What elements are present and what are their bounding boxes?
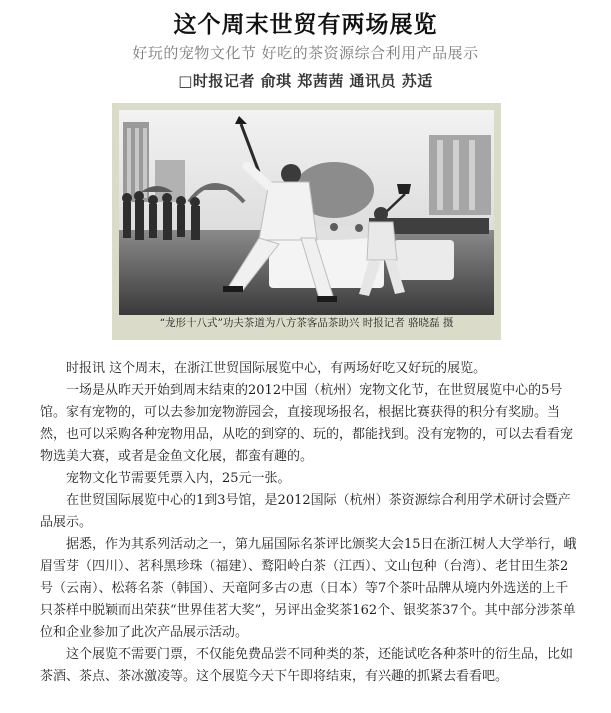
photo-frame	[112, 103, 501, 340]
paragraph-4: 在世贸国际展览中心的1到3号馆，是2012国际（杭州）茶资源综合利用学术研讨会暨产品展示。	[40, 493, 571, 530]
photo-tea-performance	[119, 110, 494, 315]
byline: □时报记者 俞琪 郑茜茜 通讯员 苏适	[178, 72, 433, 90]
page-title: 这个周末世贸有两场展览	[173, 11, 438, 38]
paragraph-1: 时报讯 这个周末，在浙江世贸国际展览中心，有两场好吃又好玩的展览。	[66, 361, 487, 376]
paragraph-5: 据悉，作为其系列活动之一，第九届国际名茶评比颁奖大会15日在浙江树人大学举行，峨眉雪芽（四川）、茗科黑珍珠（福建）、鹜阳岭白茶（江西）、文山包种（台湾）、老甘田生茶2号（云南）、松蒋名茶（韩国）、天竜阿多古の恵（日本）等7个茶叶品牌从境内外选送的上千只茶样中脱颖而出荣获“世界佳茗大奖”，另评出金奖茶162个、银奖茶37个。其中部分涉茶单位和企业参加了此次产品展示活动。	[40, 537, 577, 640]
paragraph-3: 宠物文化节需要凭票入内，25元一张。	[66, 471, 291, 486]
paragraph-6: 这个展览不需要门票，不仅能免费品尝不同种类的茶，还能试吃各种茶叶的衍生品，比如茶酒、茶点、茶冰激凌等。这个展览今天下午即将结束，有兴趣的抓紧去看看吧。	[40, 647, 574, 684]
paragraph-2: 一场是从昨天开始到周末结束的2012中国（杭州）宠物文化节，在世贸展览中心的5号馆。家有宠物的，可以去参加宠物游园会，直接现场报名，根据比赛获得的积分有奖励。当然，也可以采购各种宠物用品，从吃的到穿的、玩的，都能找到。没有宠物的，可以去看看宠物选美大赛，或者是金鱼文化展，都蛮有趣的。	[40, 383, 574, 464]
photo-caption: “龙形十八式”功夫茶道为八方茶客品茶助兴 时报记者 骆晓磊 摄	[159, 317, 454, 329]
subtitle: 好玩的宠物文化节 好吃的茶资源综合利用产品展示	[132, 44, 479, 62]
article-body	[40, 358, 580, 688]
